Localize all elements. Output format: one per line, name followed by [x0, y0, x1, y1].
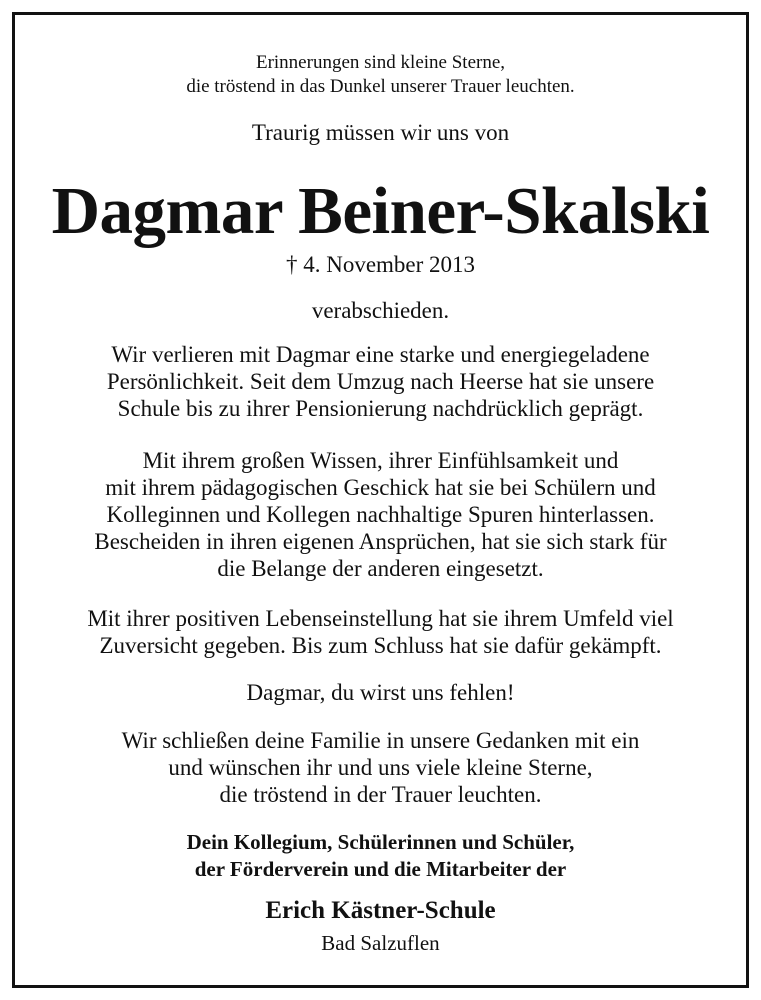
paragraph-missed	[15, 679, 746, 706]
signature-block	[15, 829, 746, 883]
paragraph-line: und wünschen ihr und uns viele kleine Sterne,	[168, 755, 593, 780]
paragraph-line: Zuversicht gegeben. Bis zum Schluss hat sie dafür gekämpft.	[99, 633, 662, 658]
paragraph-line: Kolleginnen und Kollegen nachhaltige Spuren hinterlassen.	[106, 502, 655, 527]
intro-text: Traurig müssen wir uns von	[251, 120, 510, 145]
motto-line: die tröstend in das Dunkel unserer Trauer leuchten.	[186, 76, 575, 97]
death-date: † 4. November 2013	[285, 252, 476, 277]
signature-line: Dein Kollegium, Schülerinnen und Schüler,	[186, 830, 575, 854]
paragraph-personality	[15, 341, 746, 422]
deceased-name: Dagmar Beiner-Skalski	[51, 174, 710, 248]
paragraph-line: Wir verlieren mit Dagmar eine starke und energiegeladene	[111, 342, 650, 367]
paragraph-line: Mit ihrem großen Wissen, ihrer Einfühlsamkeit und	[142, 448, 619, 473]
farewell-text: verabschieden.	[311, 298, 450, 323]
paragraph-line: Bescheiden in ihren eigenen Ansprüchen, hat sie sich stark für	[94, 529, 667, 554]
obituary-notice	[15, 15, 746, 985]
paragraph-line: Schule bis zu ihrer Pensionierung nachdrücklich geprägt.	[117, 396, 644, 421]
school-name: Erich Kästner-Schule	[265, 897, 496, 924]
motto	[15, 51, 746, 99]
paragraph-line: Persönlichkeit. Seit dem Umzug nach Heerse hat sie unsere	[106, 369, 655, 394]
paragraph-line: Mit ihrer positiven Lebenseinstellung hat sie ihrem Umfeld viel	[87, 606, 674, 631]
paragraph-line: Dagmar, du wirst uns fehlen!	[246, 680, 515, 705]
signature-line: der Förderverein und die Mitarbeiter der	[194, 857, 567, 881]
paragraph-line: die tröstend in der Trauer leuchten.	[219, 782, 542, 807]
school-city: Bad Salzuflen	[321, 931, 440, 955]
motto-line: Erinnerungen sind kleine Sterne,	[255, 52, 506, 73]
paragraph-line: mit ihrem pädagogischen Geschick hat sie bei Schülern und	[105, 475, 656, 500]
paragraph-knowledge	[15, 447, 746, 582]
paragraph-attitude	[15, 605, 746, 659]
paragraph-family	[15, 727, 746, 808]
paragraph-line: Wir schließen deine Familie in unsere Gedanken mit ein	[121, 728, 640, 753]
paragraph-line: die Belange der anderen eingesetzt.	[217, 556, 544, 581]
